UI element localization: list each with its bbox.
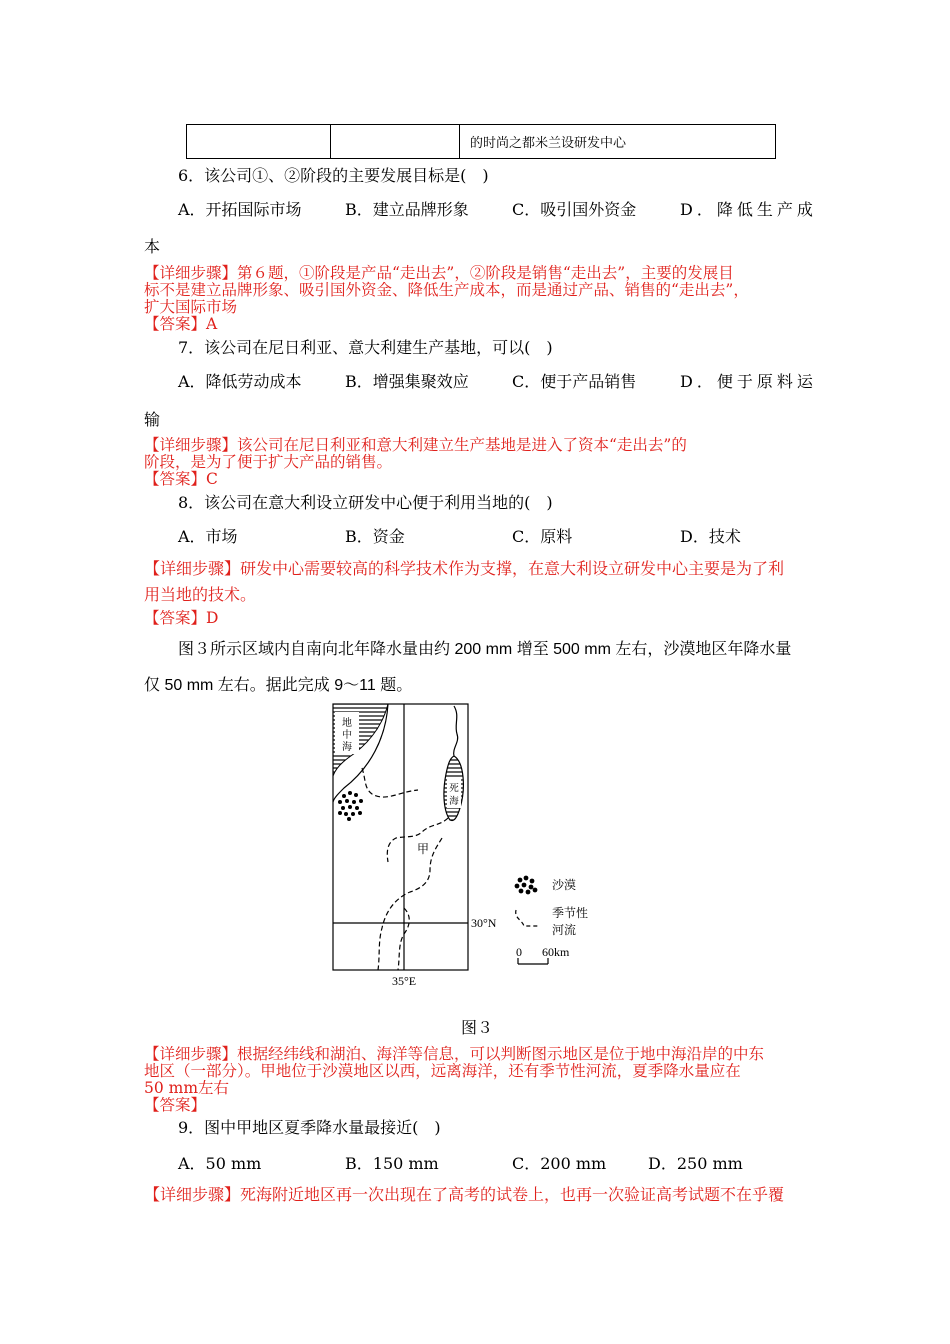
legend-desert-icon (515, 876, 538, 895)
q7-option-d: D．便于原料运 (680, 372, 817, 391)
q6-option-b: B．建立品牌形象 (345, 200, 469, 219)
legend-desert-label: 沙漠 (552, 878, 577, 892)
table-fragment (186, 124, 776, 159)
fig-explanation-line1: 【详细步骤】根据经纬线和湖泊、海洋等信息，可以判断图示地区是位于地中海沿岸的中东 (144, 1045, 765, 1063)
figure-caption: 图３ (461, 1018, 494, 1037)
q8-explanation-line1: 【详细步骤】研发中心需要较高的科学技术作为支撑，在意大利设立研发中心主要是为了利 (144, 559, 785, 578)
legend-river-label-1: 季节性 (552, 906, 589, 920)
legend-river-label-2: 河流 (552, 923, 577, 937)
lake-label-1: 死 (449, 784, 459, 794)
q6-explanation-line2: 标不是建立品牌形象、吸引国外资金、降低生产成本，而是通过产品、销售的“走出去”， (144, 281, 749, 299)
q8-option-d: D．技术 (680, 527, 741, 546)
fig-answer: 【答案】 (144, 1096, 207, 1114)
q8-option-b: B．资金 (345, 527, 405, 546)
q6-option-d: D．降低生产成 (680, 200, 817, 219)
q9-option-d: D．250 mm (648, 1154, 743, 1173)
q7-answer: 【答案】C (144, 470, 218, 488)
table-cell (331, 125, 460, 159)
table-cell: 的时尚之都米兰设研发中心 (460, 125, 776, 159)
lat-label: 30°N (471, 916, 497, 930)
fig-explanation-line3: 50 mm左右 (144, 1079, 230, 1097)
q7-option-b: B．增强集聚效应 (345, 372, 469, 391)
q8-stem: 8．该公司在意大利设立研发中心便于利用当地的( ) (178, 493, 553, 512)
q8-option-c: C．原料 (512, 527, 573, 546)
sea-label-2: 中 (342, 730, 352, 741)
sea-label-1: 地 (342, 718, 352, 729)
q6-stem: 6．该公司①、②阶段的主要发展目标是( ) (178, 166, 489, 185)
scale-label: 60km (542, 945, 570, 959)
q7-stem: 7．该公司在尼日利亚、意大利建生产基地，可以( ) (178, 338, 553, 357)
q9-stem: 9．图中甲地区夏季降水量最接近( ) (178, 1118, 441, 1137)
q6-option-c: C．吸引国外资金 (512, 200, 637, 219)
lake-label-2: 海 (449, 797, 459, 807)
q7-option-c: C．便于产品销售 (512, 372, 637, 391)
intro-line2: 仅 50 mm 左右。据此完成 9～11 题。 (144, 677, 413, 694)
q9-option-b: B．150 mm (345, 1154, 439, 1173)
q6-explanation-line3: 扩大国际市场 (144, 298, 238, 316)
table-cell (187, 125, 331, 159)
legend-river-icon (516, 910, 538, 926)
q9-option-a: A．50 mm (178, 1154, 262, 1173)
q9-explanation-line1: 【详细步骤】死海附近地区再一次出现在了高考的试卷上，也再一次验证高考试题不在乎覆 (144, 1185, 785, 1204)
desert-area (338, 791, 363, 821)
intro-line1: 图３所示区域内自南向北年降水量由约 200 mm 增至 500 mm 左右，沙漠地区年降水量 (178, 641, 792, 658)
q7-option-d-wrap: 输 (144, 410, 161, 429)
sea-label-3: 海 (342, 742, 352, 753)
lon-label: 35°E (392, 974, 417, 988)
fig-explanation-line2: 地区（一部分）。甲地位于沙漠地区以西，远离海洋，还有季节性河流，夏季降水量应在 (144, 1062, 741, 1080)
q7-explanation-line2: 阶段，是为了便于扩大产品的销售。 (144, 453, 393, 471)
q6-explanation-line1: 【详细步骤】第６题，①阶段是产品“走出去”，②阶段是销售“走出去”，主要的发展目 (144, 264, 734, 282)
jordan-river (454, 706, 458, 756)
scale-zero: 0 (516, 945, 522, 959)
q6-answer: 【答案】A (144, 315, 218, 333)
figure-3-map (326, 698, 636, 993)
q8-explanation-line2: 用当地的技术。 (144, 585, 257, 604)
q6-option-a: A．开拓国际市场 (178, 200, 302, 219)
q7-explanation-line1: 【详细步骤】该公司在尼日利亚和意大利建立生产基地是进入了资本“走出去”的 (144, 436, 687, 454)
table-row (187, 125, 776, 159)
q6-option-d-wrap: 本 (144, 237, 161, 256)
seasonal-rivers (362, 768, 448, 970)
q8-option-a: A．市场 (178, 527, 238, 546)
point-jia-label: 甲 (416, 842, 430, 856)
q7-option-a: A．降低劳动成本 (178, 372, 302, 391)
q9-option-c: C．200 mm (512, 1154, 607, 1173)
q8-answer: 【答案】D (144, 609, 219, 627)
